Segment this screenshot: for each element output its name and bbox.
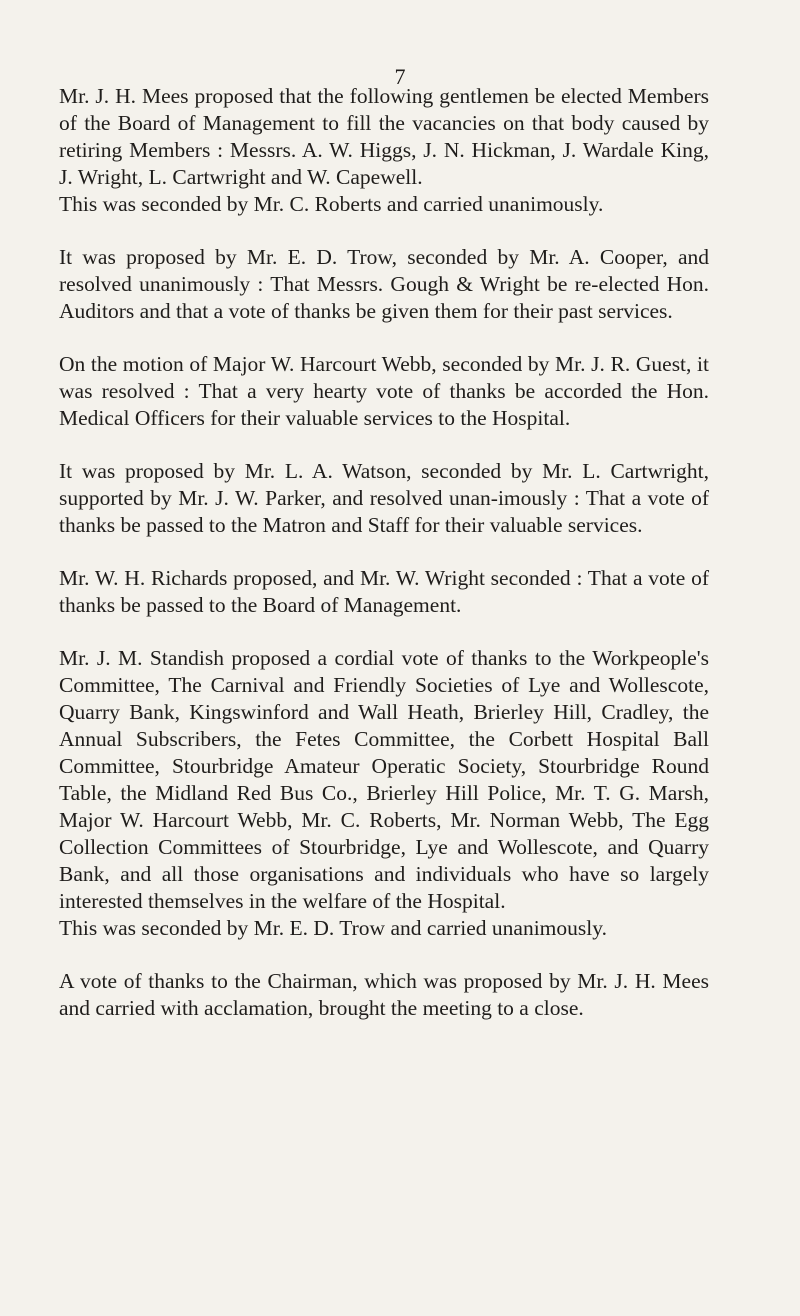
paragraph-cordial-thanks-seconded: This was seconded by Mr. E. D. Trow and carried unanimously. <box>59 916 607 940</box>
paragraph-auditors: It was proposed by Mr. E. D. Trow, seconded by Mr. A. Cooper, and resolved unanimously : That Messrs. Gough & Wright be re-elected Hon. Auditors and that a vote of thanks be given them for their past services. <box>59 245 709 323</box>
paragraph-cordial-thanks: Mr. J. M. Standish proposed a cordial vote of thanks to the Workpeople's Committee, The Carnival and Friendly Societies of Lye and Wollescote, Quarry Bank, Kingswinford and Wall Heath, Brierley Hill, Cradley, the Annual Subscribers, the Fetes Committee, the Corbett Hospital Ball Committee, Stourbridge Amateur Operatic Society, Stourbridge Round Table, the Midland Red Bus Co., Brierley Hill Police, Mr. T. G. Marsh, Major W. Harcourt Webb, Mr. C. Roberts, Mr. Norman Webb, The Egg Collection Committees of Stourbridge, Lye and Wollescote, and Quarry Bank, and all those organisations and individuals who have so largely interested themselves in the welfare of the Hospital. <box>59 646 709 913</box>
paragraph-board-election-seconded: This was seconded by Mr. C. Roberts and carried unanimously. <box>59 192 604 216</box>
paragraph-board-election: Mr. J. H. Mees proposed that the following gentlemen be elected Members of the Board of Management to fill the vacancies on that body caused by retiring Members : Messrs. A. W. Higgs, J. N. Hickman, J. Wardale King, J. Wright, L. Cartwright and W. Capewell. <box>59 84 709 189</box>
paragraph-medical-officers: On the motion of Major W. Harcourt Webb, seconded by Mr. J. R. Guest, it was resolved : That a very hearty vote of thanks be accorded the Hon. Medical Officers for their valuable services to the Hospital. <box>59 352 709 430</box>
minutes-body <box>59 83 709 1022</box>
paragraph-matron-staff: It was proposed by Mr. L. A. Watson, seconded by Mr. L. Cartwright, supported by Mr. J. W. Parker, and resolved unan-imously : That a vote of thanks be passed to the Matron and Staff for their valuable services. <box>59 459 709 537</box>
page-number: 7 <box>394 64 406 89</box>
paragraph-chairman-thanks: A vote of thanks to the Chairman, which was proposed by Mr. J. H. Mees and carried with acclamation, brought the meeting to a close. <box>59 969 709 1020</box>
paragraph-board-thanks: Mr. W. H. Richards proposed, and Mr. W. Wright seconded : That a vote of thanks be passed to the Board of Management. <box>59 566 709 617</box>
